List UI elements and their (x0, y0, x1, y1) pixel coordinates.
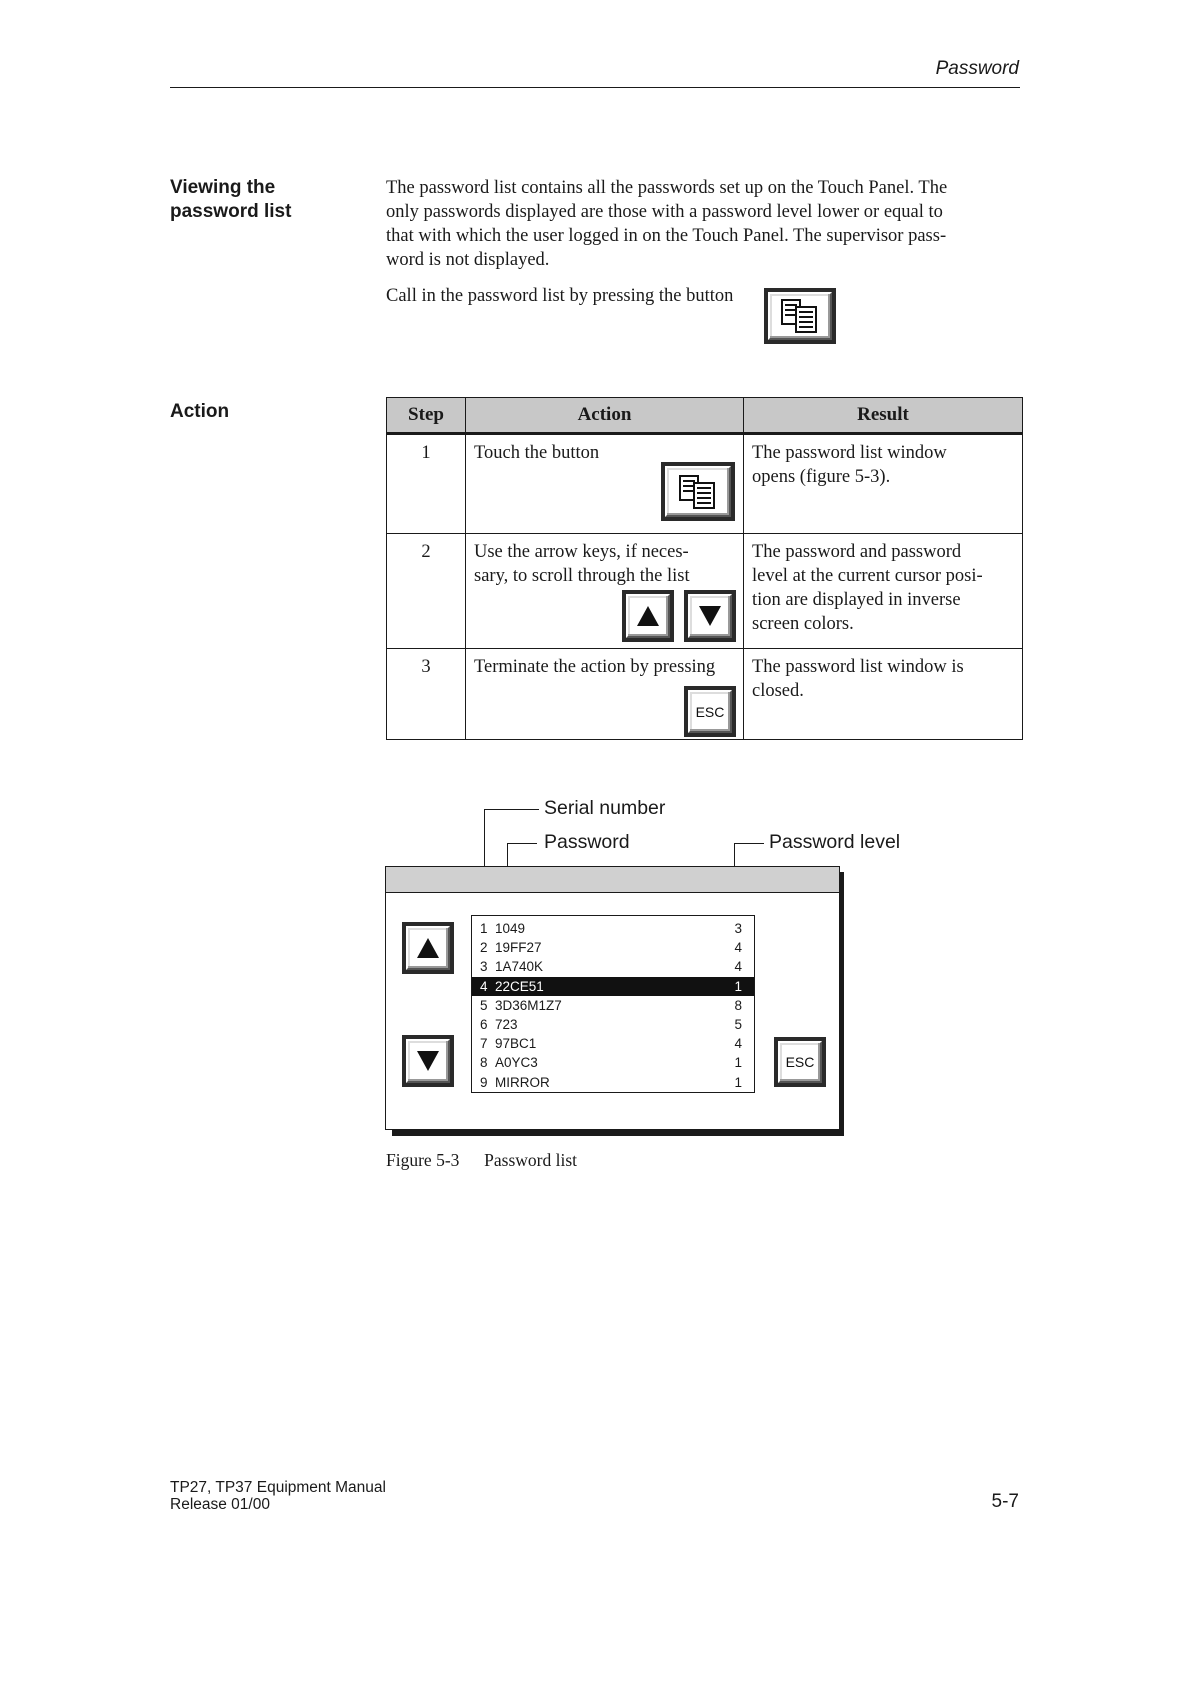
callout-serial-number: Serial number (544, 797, 666, 819)
result-line: screen colors. (752, 614, 854, 634)
list-item[interactable] (472, 1073, 754, 1092)
section-heading-viewing (170, 176, 291, 224)
callout-password: Password (544, 831, 630, 853)
list-item-serial: 5 (480, 997, 488, 1013)
list-item-password: 97BC1 (495, 1036, 537, 1052)
list-item-level: 1 (734, 1074, 742, 1090)
heading-line: Viewing the (170, 177, 276, 198)
step-number: 2 (421, 542, 431, 562)
password-list-button[interactable] (661, 462, 735, 521)
call-instruction: Call in the password list by pressing the button (386, 286, 734, 306)
list-item[interactable] (472, 1053, 754, 1072)
scroll-down-button[interactable] (402, 1035, 454, 1087)
result-line: The password and password (752, 542, 962, 562)
list-item-serial: 6 (480, 1016, 488, 1032)
page-number: 5-7 (991, 1491, 1019, 1512)
paragraph-line: only passwords displayed are those with a password level lower or equal to (386, 202, 943, 222)
list-item-serial: 4 (480, 978, 488, 994)
footer-manual-info (170, 1479, 386, 1513)
list-item[interactable] (472, 1034, 754, 1053)
list-item-level: 4 (734, 1036, 742, 1052)
steps-table (386, 397, 1023, 740)
list-item[interactable] (472, 919, 754, 938)
arrow-up-icon (636, 605, 660, 627)
step-number: 3 (421, 657, 431, 677)
header-rule (170, 87, 1020, 88)
scroll-down-button[interactable] (684, 590, 736, 642)
list-item-password: A0YC3 (495, 1055, 538, 1071)
result-line: tion are displayed in inverse (752, 590, 961, 610)
result-cell (744, 534, 1022, 636)
figure-number: Figure 5-3 (386, 1150, 460, 1170)
column-header-action: Action (466, 398, 744, 434)
scroll-up-button[interactable] (402, 922, 454, 974)
list-item-password: MIRROR (495, 1074, 550, 1090)
result-line: The password list window (752, 443, 947, 463)
list-item-serial: 2 (480, 940, 488, 956)
column-header-step: Step (387, 398, 466, 434)
list-item-level: 4 (734, 959, 742, 975)
section-heading-action: Action (170, 401, 230, 422)
list-item[interactable] (472, 1015, 754, 1034)
action-line: Use the arrow keys, if neces- (474, 542, 689, 562)
intro-paragraph (386, 176, 996, 272)
password-list[interactable] (471, 915, 755, 1093)
list-item-serial: 3 (480, 959, 488, 975)
figure-title: Password list (484, 1150, 578, 1170)
esc-button[interactable] (774, 1037, 826, 1087)
result-line: The password list window is (752, 657, 964, 677)
table-row (387, 434, 1023, 534)
list-item-level: 3 (734, 921, 742, 936)
esc-button[interactable] (684, 686, 736, 737)
list-item-serial: 8 (480, 1055, 488, 1071)
step-number: 1 (421, 443, 431, 463)
result-line: opens (figure 5-3). (752, 467, 891, 487)
paragraph-line: that with which the user logged in on the Touch Panel. The supervisor pass- (386, 226, 947, 246)
callout-password-level: Password level (769, 831, 901, 853)
list-item-level: 5 (734, 1016, 742, 1032)
list-item-password: 3D36M1Z7 (495, 997, 562, 1013)
footer-manual-title: TP27, TP37 Equipment Manual (170, 1479, 386, 1496)
password-list-icon (780, 298, 820, 334)
window-titlebar (386, 867, 839, 893)
list-item-password: 723 (495, 1016, 518, 1032)
callout-leader (734, 843, 764, 844)
callout-leader (507, 843, 537, 844)
action-line: Terminate the action by pressing (474, 657, 716, 677)
list-item[interactable] (472, 996, 754, 1015)
paragraph-line: The password list contains all the passwords set up on the Touch Panel. The (386, 178, 948, 198)
action-line: sary, to scroll through the list (474, 566, 690, 586)
esc-label: ESC (785, 1054, 815, 1070)
callout-leader (484, 809, 539, 810)
heading-line: password list (170, 201, 292, 222)
table-row (387, 534, 1023, 649)
action-line: Touch the button (474, 443, 600, 463)
arrow-down-icon (698, 605, 722, 627)
list-item-serial: 7 (480, 1036, 488, 1052)
running-header-title: Password (935, 58, 1019, 79)
table-header-row (387, 398, 1023, 434)
arrow-down-icon (416, 1050, 440, 1072)
password-list-window (385, 866, 840, 1130)
list-item[interactable] (472, 938, 754, 957)
action-cell (466, 534, 743, 648)
list-item-selected[interactable] (472, 977, 754, 996)
scroll-up-button[interactable] (622, 590, 674, 642)
list-item-level: 8 (734, 997, 742, 1013)
list-item-serial: 1 (480, 921, 488, 936)
action-cell (466, 435, 743, 533)
list-item-level: 1 (734, 978, 742, 994)
password-list-button[interactable] (764, 288, 836, 344)
list-item-password: 1A740K (495, 959, 544, 975)
action-cell (466, 649, 743, 739)
result-line: closed. (752, 681, 804, 701)
paragraph-line: word is not displayed. (386, 250, 550, 270)
list-item-password: 1049 (495, 921, 526, 936)
footer-release: Release 01/00 (170, 1496, 270, 1513)
figure-caption (386, 1150, 577, 1171)
list-item-serial: 9 (480, 1074, 488, 1090)
password-list-icon (678, 474, 718, 510)
list-item-password: 19FF27 (495, 940, 542, 956)
list-item[interactable] (472, 957, 754, 976)
esc-label: ESC (695, 703, 725, 720)
list-item-password: 22CE51 (495, 978, 544, 994)
table-row (387, 649, 1023, 740)
result-cell (744, 435, 1022, 489)
column-header-result: Result (744, 398, 1023, 434)
result-cell (744, 649, 1022, 703)
list-item-level: 4 (734, 940, 742, 956)
arrow-up-icon (416, 937, 440, 959)
list-item-level: 1 (734, 1055, 742, 1071)
result-line: level at the current cursor posi- (752, 566, 983, 586)
